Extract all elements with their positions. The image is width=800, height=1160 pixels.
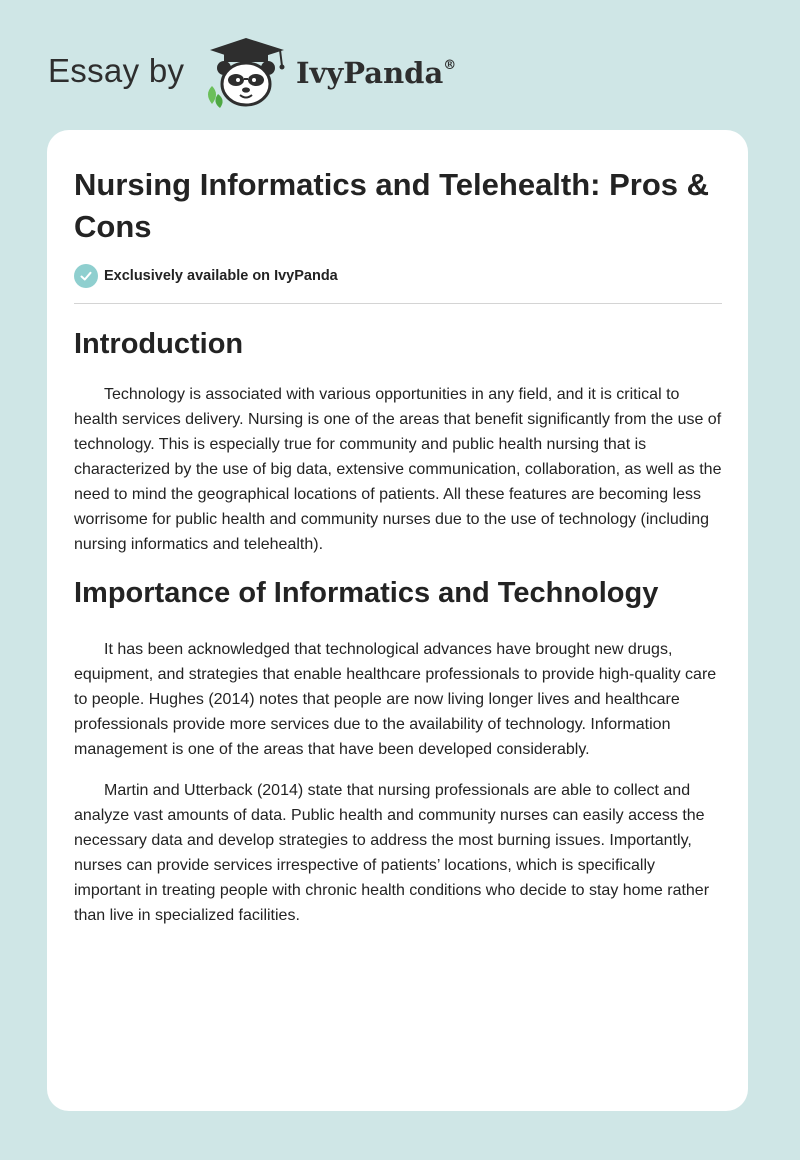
brand-prefix: Essay by bbox=[48, 52, 185, 89]
section-heading: Introduction bbox=[74, 328, 244, 360]
section-introduction bbox=[74, 324, 724, 557]
paragraph: Martin and Utterback (2014) state that nursing professionals are able to collect and analyze vast amounts of data. Public health and community nurses can easily access the necessary data and develop strategies to address the most burning issues. Importantly, nurses can provide services irrespective of patients’ locations, which is specifically important in treating people with chronic health conditions who decide to stay home rather than live in specialized facilities. bbox=[74, 782, 710, 924]
brand-name-text: IvyPanda bbox=[296, 56, 444, 90]
panda-graduate-logo-icon[interactable] bbox=[200, 36, 292, 110]
check-circle-icon bbox=[74, 264, 98, 288]
exclusive-label: Exclusively available on IvyPanda bbox=[104, 268, 338, 284]
registered-mark: ® bbox=[443, 58, 457, 73]
article-card bbox=[47, 130, 748, 1111]
page-title: Nursing Informatics and Telehealth: Pros & Cons bbox=[74, 167, 710, 244]
divider bbox=[74, 303, 722, 304]
article-body bbox=[74, 324, 724, 944]
section-importance bbox=[74, 573, 724, 928]
site-header bbox=[0, 0, 800, 130]
section-heading: Importance of Informatics and Technology bbox=[74, 577, 659, 609]
paragraph: It has been acknowledged that technological advances have brought new drugs, equipment, and strategies that enable healthcare professionals to provide high-quality care to people. Hughes (2014) notes that people are now living longer lives and healthcare professionals provide more services due to the availability of technology. Information management is one of the areas that have been developed considerably. bbox=[74, 641, 717, 758]
paragraph: Technology is associated with various opportunities in any field, and it is critical to health services delivery. Nursing is one of the areas that benefit significantly from the use of technology. This is especially true for community and public health nursing that is characterized by the use of big data, extensive communication, collaboration, as well as the need to mind the geographical locations of patients. All these features are becoming less worrisome for public health and community nurses due to the use of technology (including nursing informatics and telehealth). bbox=[74, 386, 722, 553]
exclusive-badge bbox=[74, 264, 338, 288]
brand-name[interactable] bbox=[296, 56, 456, 90]
